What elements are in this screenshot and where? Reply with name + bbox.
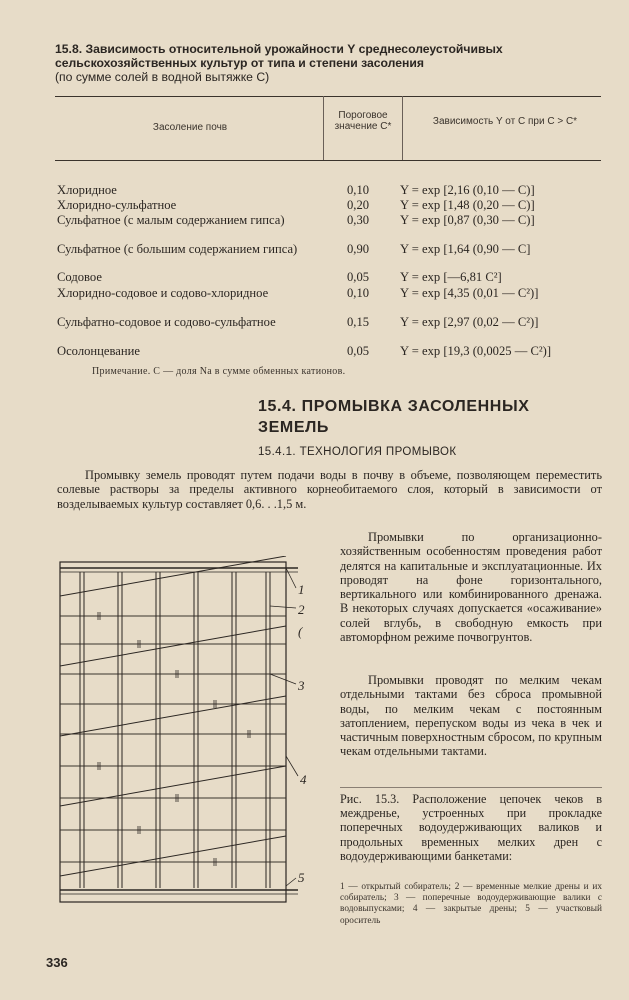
- figure-label-2: 2: [298, 602, 305, 617]
- table-row: [57, 243, 597, 273]
- water-outlets: [98, 612, 250, 866]
- row-threshold: 0,05: [347, 270, 370, 284]
- row-formula: Y = exp [1,48 (0,20 — C)]: [400, 198, 535, 212]
- section-heading: 15.4. ПРОМЫВКА ЗАСОЛЕННЫХ ЗЕМЕЛЬ: [258, 398, 530, 436]
- paragraph-methods: Промывки проводят по мелким чекам отдельными тактами без сброса промывной воды, по мелким чекам с постоянным затоплением, перепуском воды из чека в чек и частичным поверхностным сбросом, по крупным чекам отдельными тактами.: [340, 673, 602, 759]
- temporary-drains: [80, 572, 270, 888]
- table-title: [55, 42, 595, 84]
- figure-frame: [60, 562, 286, 902]
- figure-label-paren: (: [298, 624, 303, 639]
- row-formula: Y = exp [1,64 (0,90 — C]: [400, 242, 531, 256]
- paragraph-types: Промывки по организационно-хозяйственным особенностям проведения работ делятся на капитальные и эксплуатационные. Их проводят на фоне горизонтального, вертикального или комбинированного дренажа. В некоторых случаях допускается «осаживание» солей вглубь, в свободную емкость при автоморфном режиме почвогрунтов.: [340, 530, 602, 645]
- row-formula: Y = exp [2,97 (0,02 — C²)]: [400, 315, 539, 329]
- row-threshold: 0,15: [347, 315, 370, 329]
- row-threshold: 0,10: [347, 286, 370, 300]
- table-col-divider: [323, 96, 324, 160]
- table-note: Примечание. C — доля Na в сумме обменных катионов.: [92, 366, 346, 377]
- table-header-soil: Засоление почв: [152, 122, 228, 133]
- water-retaining-ridges: [60, 616, 286, 862]
- row-threshold: 0,20: [347, 198, 370, 212]
- figure-label-4: 4: [300, 772, 307, 787]
- paragraph-intro: Промывку земель проводят путем подачи воды в почву в объеме, позволяющем переместить солевые растворы за пределы активного корнеобитаемого слоя, который в зависимости от возделываемых культур составляет 0,6. . .1,5 м.: [57, 468, 602, 511]
- table-header-threshold: Пороговое значение C*: [334, 110, 392, 132]
- row-soil: Хлоридно-сульфатное: [57, 198, 177, 212]
- table-title-sub: (по сумме солей в водной вытяжке C): [55, 70, 270, 84]
- subsection-heading: 15.4.1. ТЕХНОЛОГИЯ ПРОМЫВОК: [258, 446, 457, 458]
- table-header-rule: [55, 160, 601, 161]
- row-soil: Сульфатное (с малым содержанием гипса): [57, 213, 285, 227]
- table-col-divider: [402, 96, 403, 160]
- row-soil: Осолонцевание: [57, 344, 140, 358]
- row-soil: Хлоридное: [57, 183, 117, 197]
- row-threshold: 0,90: [347, 242, 370, 256]
- figure-drawing: [58, 556, 328, 916]
- figure-legend: 1 — открытый собиратель; 2 — временные мелкие дрены и их собиратель; 3 — поперечные водоудерживающие валики с водовыпусками; 4 — закрытые дрены; 5 — участковый ороситель: [340, 882, 602, 926]
- row-formula: Y = exp [19,3 (0,0025 — C²)]: [400, 344, 552, 358]
- row-threshold: 0,30: [347, 213, 370, 227]
- table-title-main: 15.8. Зависимость относительной урожайности Y среднесолеустойчивых сельскохозяйственных культур от типа и степени засоления: [55, 42, 503, 70]
- table-top-rule: [55, 96, 601, 97]
- caption-divider: [340, 787, 602, 788]
- closed-drains: [60, 556, 286, 876]
- figure-caption: Рис. 15.3. Расположение цепочек чеков в междренье, устроенных при прокладке поперечных водоудерживающих валиков и продольных временных мелких дрен с водоудерживающими банкетами:: [340, 792, 602, 863]
- row-soil: Сульфатное (с большим содержанием гипса): [57, 242, 298, 256]
- row-formula: Y = exp [0,87 (0,30 — C)]: [400, 213, 535, 227]
- table-row: [57, 316, 597, 346]
- page-number: 336: [46, 955, 68, 970]
- figure-label-1: 1: [298, 582, 305, 597]
- row-threshold: 0,05: [347, 344, 370, 358]
- row-soil: Содовое: [57, 270, 102, 284]
- row-threshold: 0,10: [347, 183, 370, 197]
- row-formula: Y = exp [2,16 (0,10 — C)]: [400, 183, 535, 197]
- row-soil: Хлоридно-содовое и содово-хлоридное: [57, 286, 269, 300]
- row-formula: Y = exp [4,35 (0,01 — C²)]: [400, 286, 539, 300]
- figure-label-5: 5: [298, 870, 305, 885]
- row-formula: Y = exp [—6,81 C²]: [400, 270, 502, 284]
- table-row: [57, 214, 597, 244]
- table-header-dependence: Зависимость Y от C при C > C*: [432, 116, 578, 127]
- table-row: [57, 287, 597, 317]
- figure-label-3: 3: [298, 678, 305, 693]
- row-soil: Сульфатно-содовое и содово-сульфатное: [57, 315, 276, 329]
